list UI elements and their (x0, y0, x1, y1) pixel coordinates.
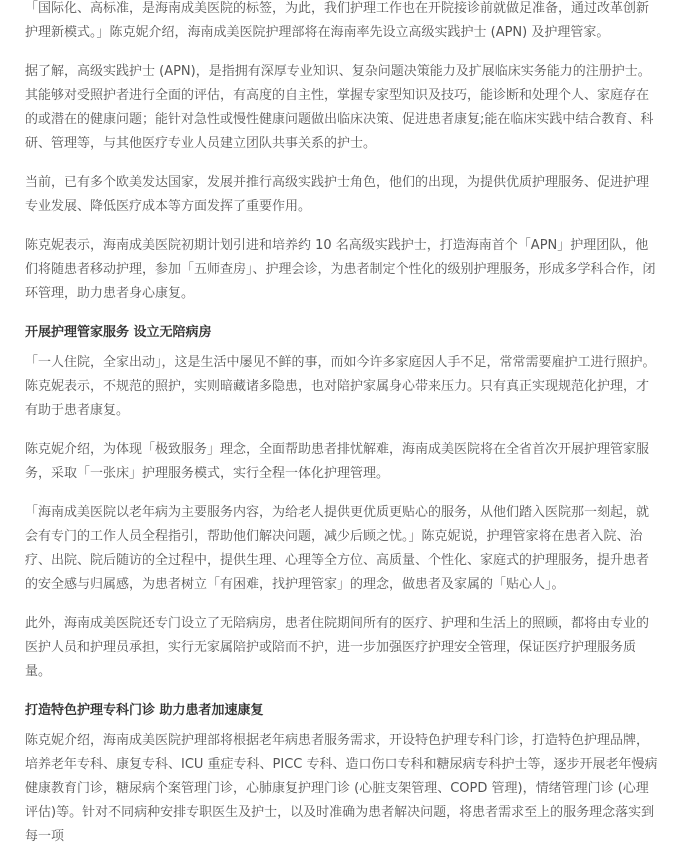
article-paragraph: 此外，海南成美医院还专门设立了无陪病房，患者住院期间所有的医疗、护理和生活上的照顾，都将由专业的医护人员和护理员承担，实行无家属陪护或陪而不护，进一步加强医疗护理安全管理，保证医疗护理服务质量。 (25, 616, 650, 679)
article-body (25, 0, 660, 864)
article-paragraph: 当前，已有多个欧美发达国家，发展并推行高级实践护士角色，他们的出现，为提供优质护理服务、促进护理专业发展、降低医疗成本等方面发挥了重要作用。 (25, 175, 650, 214)
article-paragraph: 「海南成美医院以老年病为主要服务内容，为给老人提供更优质更贴心的服务，从他们踏入医院那一刻起，就会有专门的工作人员全程指引，帮助他们解决问题，减少后顾之忧。」陈克妮说，护理管家将在患者入院、治疗、出院、院后随访的全过程中，提供生理、心理等全方位、高质量、个性化、家庭式的护理服务，提升患者的安全感与归属感，为患者树立「有困难，找护理管家」的理念，做患者及家属的「贴心人」。 (25, 505, 650, 592)
article-paragraph: 据了解，高级实践护士 (APN)，是指拥有深厚专业知识、复杂问题决策能力及扩展临床实务能力的注册护士。其能够对受照护者进行全面的评估，有高度的自主性，掌握专家型知识及技巧，能诊断和处理个人、家庭存在的或潜在的健康问题；能针对急性或慢性健康问题做出临床决策、促进患者康复;能在临床实践中结合教育、科研、管理等，与其他医疗专业人员建立团队共事关系的护士。 (25, 64, 654, 151)
article-paragraph: 陈克妮表示，海南成美医院初期计划引进和培养约 10 名高级实践护士，打造海南首个「APN」护理团队，他们将随患者移动护理，参加「五师查房」、护理会诊，为患者制定个性化的级别护理服务，形成多学科合作，闭环管理，助力患者身心康复。 (25, 238, 656, 301)
article-paragraph: 「一人住院，全家出动」，这是生活中屡见不鲜的事，而如今许多家庭因人手不足，常常需要雇护工进行照护。陈克妮表示，不规范的照护，实则暗藏诸多隐患，也对陪护家属身心带来压力。只有真正实现规范化护理，才有助于患者康复。 (25, 355, 656, 418)
article-paragraph: 「国际化、高标准，是海南成美医院的标签，为此，我们护理工作也在开院接诊前就做足准备，通过改革创新护理新模式。」陈克妮介绍，海南成美医院护理部将在海南率先设立高级实践护士 (APN) 及护理管家。 (25, 1, 650, 40)
article-paragraph: 陈克妮介绍，为体现「极致服务」理念，全面帮助患者排忧解难，海南成美医院将在全省首次开展护理管家服务，采取「一张床」护理服务模式，实行全程一体化护理管理。 (25, 442, 650, 481)
section-heading: 打造特色护理专科门诊 助力患者加速康复 (25, 703, 264, 718)
section-heading: 开展护理管家服务 设立无陪病房 (25, 325, 212, 340)
article-paragraph: 陈克妮介绍，海南成美医院护理部将根据老年病患者服务需求，开设特色护理专科门诊，打造特色护理品牌，培养老年专科、康复专科、ICU 重症专科、PICC 专科、造口伤口专科和糖尿病专科护士等，逐步开展老年慢病健康教育门诊，糖尿病个案管理门诊，心肺康复护理门诊 (心脏支架管理、COPD 管理)，情绪管理门诊 (心理评估)等。针对不同病种安排专职医生及护士，以及时准确为患者解决问题，将患者需求至上的服务理念落实到每一项 (25, 733, 658, 844)
